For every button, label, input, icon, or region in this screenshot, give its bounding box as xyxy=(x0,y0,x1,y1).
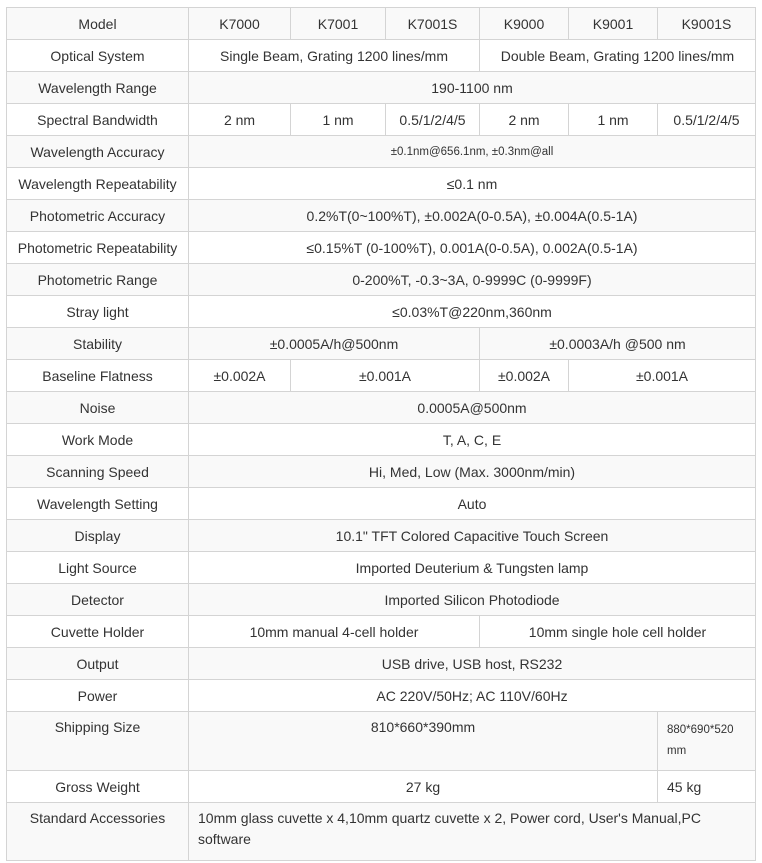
value-baseline-flatness-k7000: ±0.002A xyxy=(189,360,291,392)
value-spectral-bandwidth-k7001: 1 nm xyxy=(291,104,386,136)
row-photometric-accuracy xyxy=(7,200,756,232)
value-wavelength-repeatability: ≤0.1 nm xyxy=(189,168,756,200)
label-scanning-speed: Scanning Speed xyxy=(7,456,189,488)
row-optical-system xyxy=(7,40,756,72)
value-light-source: Imported Deuterium & Tungsten lamp xyxy=(189,552,756,584)
label-baseline-flatness: Baseline Flatness xyxy=(7,360,189,392)
value-standard-accessories: 10mm glass cuvette x 4,10mm quartz cuvette x 2, Power cord, User's Manual,PC software xyxy=(189,803,756,861)
row-gross-weight xyxy=(7,771,756,803)
label-photometric-accuracy: Photometric Accuracy xyxy=(7,200,189,232)
value-spectral-bandwidth-k7001s: 0.5/1/2/4/5 xyxy=(386,104,480,136)
row-display xyxy=(7,520,756,552)
label-wavelength-repeatability: Wavelength Repeatability xyxy=(7,168,189,200)
row-output xyxy=(7,648,756,680)
value-detector: Imported Silicon Photodiode xyxy=(189,584,756,616)
row-photometric-range xyxy=(7,264,756,296)
value-photometric-range: 0-200%T, -0.3~3A, 0-9999C (0-9999F) xyxy=(189,264,756,296)
value-baseline-flatness-k9000: ±0.002A xyxy=(480,360,569,392)
row-detector xyxy=(7,584,756,616)
label-cuvette-holder: Cuvette Holder xyxy=(7,616,189,648)
label-stray-light: Stray light xyxy=(7,296,189,328)
label-light-source: Light Source xyxy=(7,552,189,584)
value-baseline-flatness-k7001: ±0.001A xyxy=(291,360,480,392)
label-noise: Noise xyxy=(7,392,189,424)
value-display: 10.1" TFT Colored Capacitive Touch Screen xyxy=(189,520,756,552)
label-wavelength-setting: Wavelength Setting xyxy=(7,488,189,520)
row-power xyxy=(7,680,756,712)
value-noise: 0.0005A@500nm xyxy=(189,392,756,424)
value-power: AC 220V/50Hz; AC 110V/60Hz xyxy=(189,680,756,712)
value-shipping-size-main: 810*660*390mm xyxy=(189,712,658,771)
label-spectral-bandwidth: Spectral Bandwidth xyxy=(7,104,189,136)
value-wavelength-setting: Auto xyxy=(189,488,756,520)
row-standard-accessories xyxy=(7,803,756,861)
label-work-mode: Work Mode xyxy=(7,424,189,456)
value-work-mode: T, A, C, E xyxy=(189,424,756,456)
value-spectral-bandwidth-k9001: 1 nm xyxy=(569,104,658,136)
row-noise xyxy=(7,392,756,424)
row-spectral-bandwidth xyxy=(7,104,756,136)
value-gross-weight-k9001s: 45 kg xyxy=(658,771,756,803)
model-k7000: K7000 xyxy=(189,8,291,40)
value-stray-light: ≤0.03%T@220nm,360nm xyxy=(189,296,756,328)
model-k9001s: K9001S xyxy=(658,8,756,40)
row-wavelength-accuracy xyxy=(7,136,756,168)
value-shipping-size-k9001s: 880*690*520 mm xyxy=(658,712,756,771)
spec-table xyxy=(6,7,756,861)
value-optical-system-k9: Double Beam, Grating 1200 lines/mm xyxy=(480,40,756,72)
label-standard-accessories: Standard Accessories xyxy=(7,803,189,861)
label-wavelength-accuracy: Wavelength Accuracy xyxy=(7,136,189,168)
row-work-mode xyxy=(7,424,756,456)
value-spectral-bandwidth-k7000: 2 nm xyxy=(189,104,291,136)
label-model: Model xyxy=(7,8,189,40)
row-wavelength-repeatability xyxy=(7,168,756,200)
label-power: Power xyxy=(7,680,189,712)
label-wavelength-range: Wavelength Range xyxy=(7,72,189,104)
row-cuvette-holder xyxy=(7,616,756,648)
row-photometric-repeatability xyxy=(7,232,756,264)
row-stability xyxy=(7,328,756,360)
model-k7001s: K7001S xyxy=(386,8,480,40)
label-shipping-size: Shipping Size xyxy=(7,712,189,771)
value-wavelength-accuracy: ±0.1nm@656.1nm, ±0.3nm@all xyxy=(189,136,756,168)
label-display: Display xyxy=(7,520,189,552)
label-photometric-range: Photometric Range xyxy=(7,264,189,296)
row-wavelength-setting xyxy=(7,488,756,520)
value-spectral-bandwidth-k9000: 2 nm xyxy=(480,104,569,136)
value-baseline-flatness-k9001: ±0.001A xyxy=(569,360,756,392)
value-stability-k9: ±0.0003A/h @500 nm xyxy=(480,328,756,360)
row-shipping-size xyxy=(7,712,756,771)
row-scanning-speed xyxy=(7,456,756,488)
value-cuvette-holder-k9: 10mm single hole cell holder xyxy=(480,616,756,648)
label-stability: Stability xyxy=(7,328,189,360)
row-stray-light xyxy=(7,296,756,328)
label-optical-system: Optical System xyxy=(7,40,189,72)
value-photometric-repeatability: ≤0.15%T (0-100%T), 0.001A(0-0.5A), 0.002A(0.5-1A) xyxy=(189,232,756,264)
model-k9000: K9000 xyxy=(480,8,569,40)
label-output: Output xyxy=(7,648,189,680)
row-model xyxy=(7,8,756,40)
value-photometric-accuracy: 0.2%T(0~100%T), ±0.002A(0-0.5A), ±0.004A(0.5-1A) xyxy=(189,200,756,232)
value-spectral-bandwidth-k9001s: 0.5/1/2/4/5 xyxy=(658,104,756,136)
label-photometric-repeatability: Photometric Repeatability xyxy=(7,232,189,264)
label-gross-weight: Gross Weight xyxy=(7,771,189,803)
model-k9001: K9001 xyxy=(569,8,658,40)
value-cuvette-holder-k7: 10mm manual 4-cell holder xyxy=(189,616,480,648)
value-scanning-speed: Hi, Med, Low (Max. 3000nm/min) xyxy=(189,456,756,488)
row-wavelength-range xyxy=(7,72,756,104)
value-wavelength-range: 190-1100 nm xyxy=(189,72,756,104)
value-optical-system-k7: Single Beam, Grating 1200 lines/mm xyxy=(189,40,480,72)
value-gross-weight-main: 27 kg xyxy=(189,771,658,803)
row-baseline-flatness xyxy=(7,360,756,392)
value-stability-k7: ±0.0005A/h@500nm xyxy=(189,328,480,360)
model-k7001: K7001 xyxy=(291,8,386,40)
value-output: USB drive, USB host, RS232 xyxy=(189,648,756,680)
label-detector: Detector xyxy=(7,584,189,616)
row-light-source xyxy=(7,552,756,584)
